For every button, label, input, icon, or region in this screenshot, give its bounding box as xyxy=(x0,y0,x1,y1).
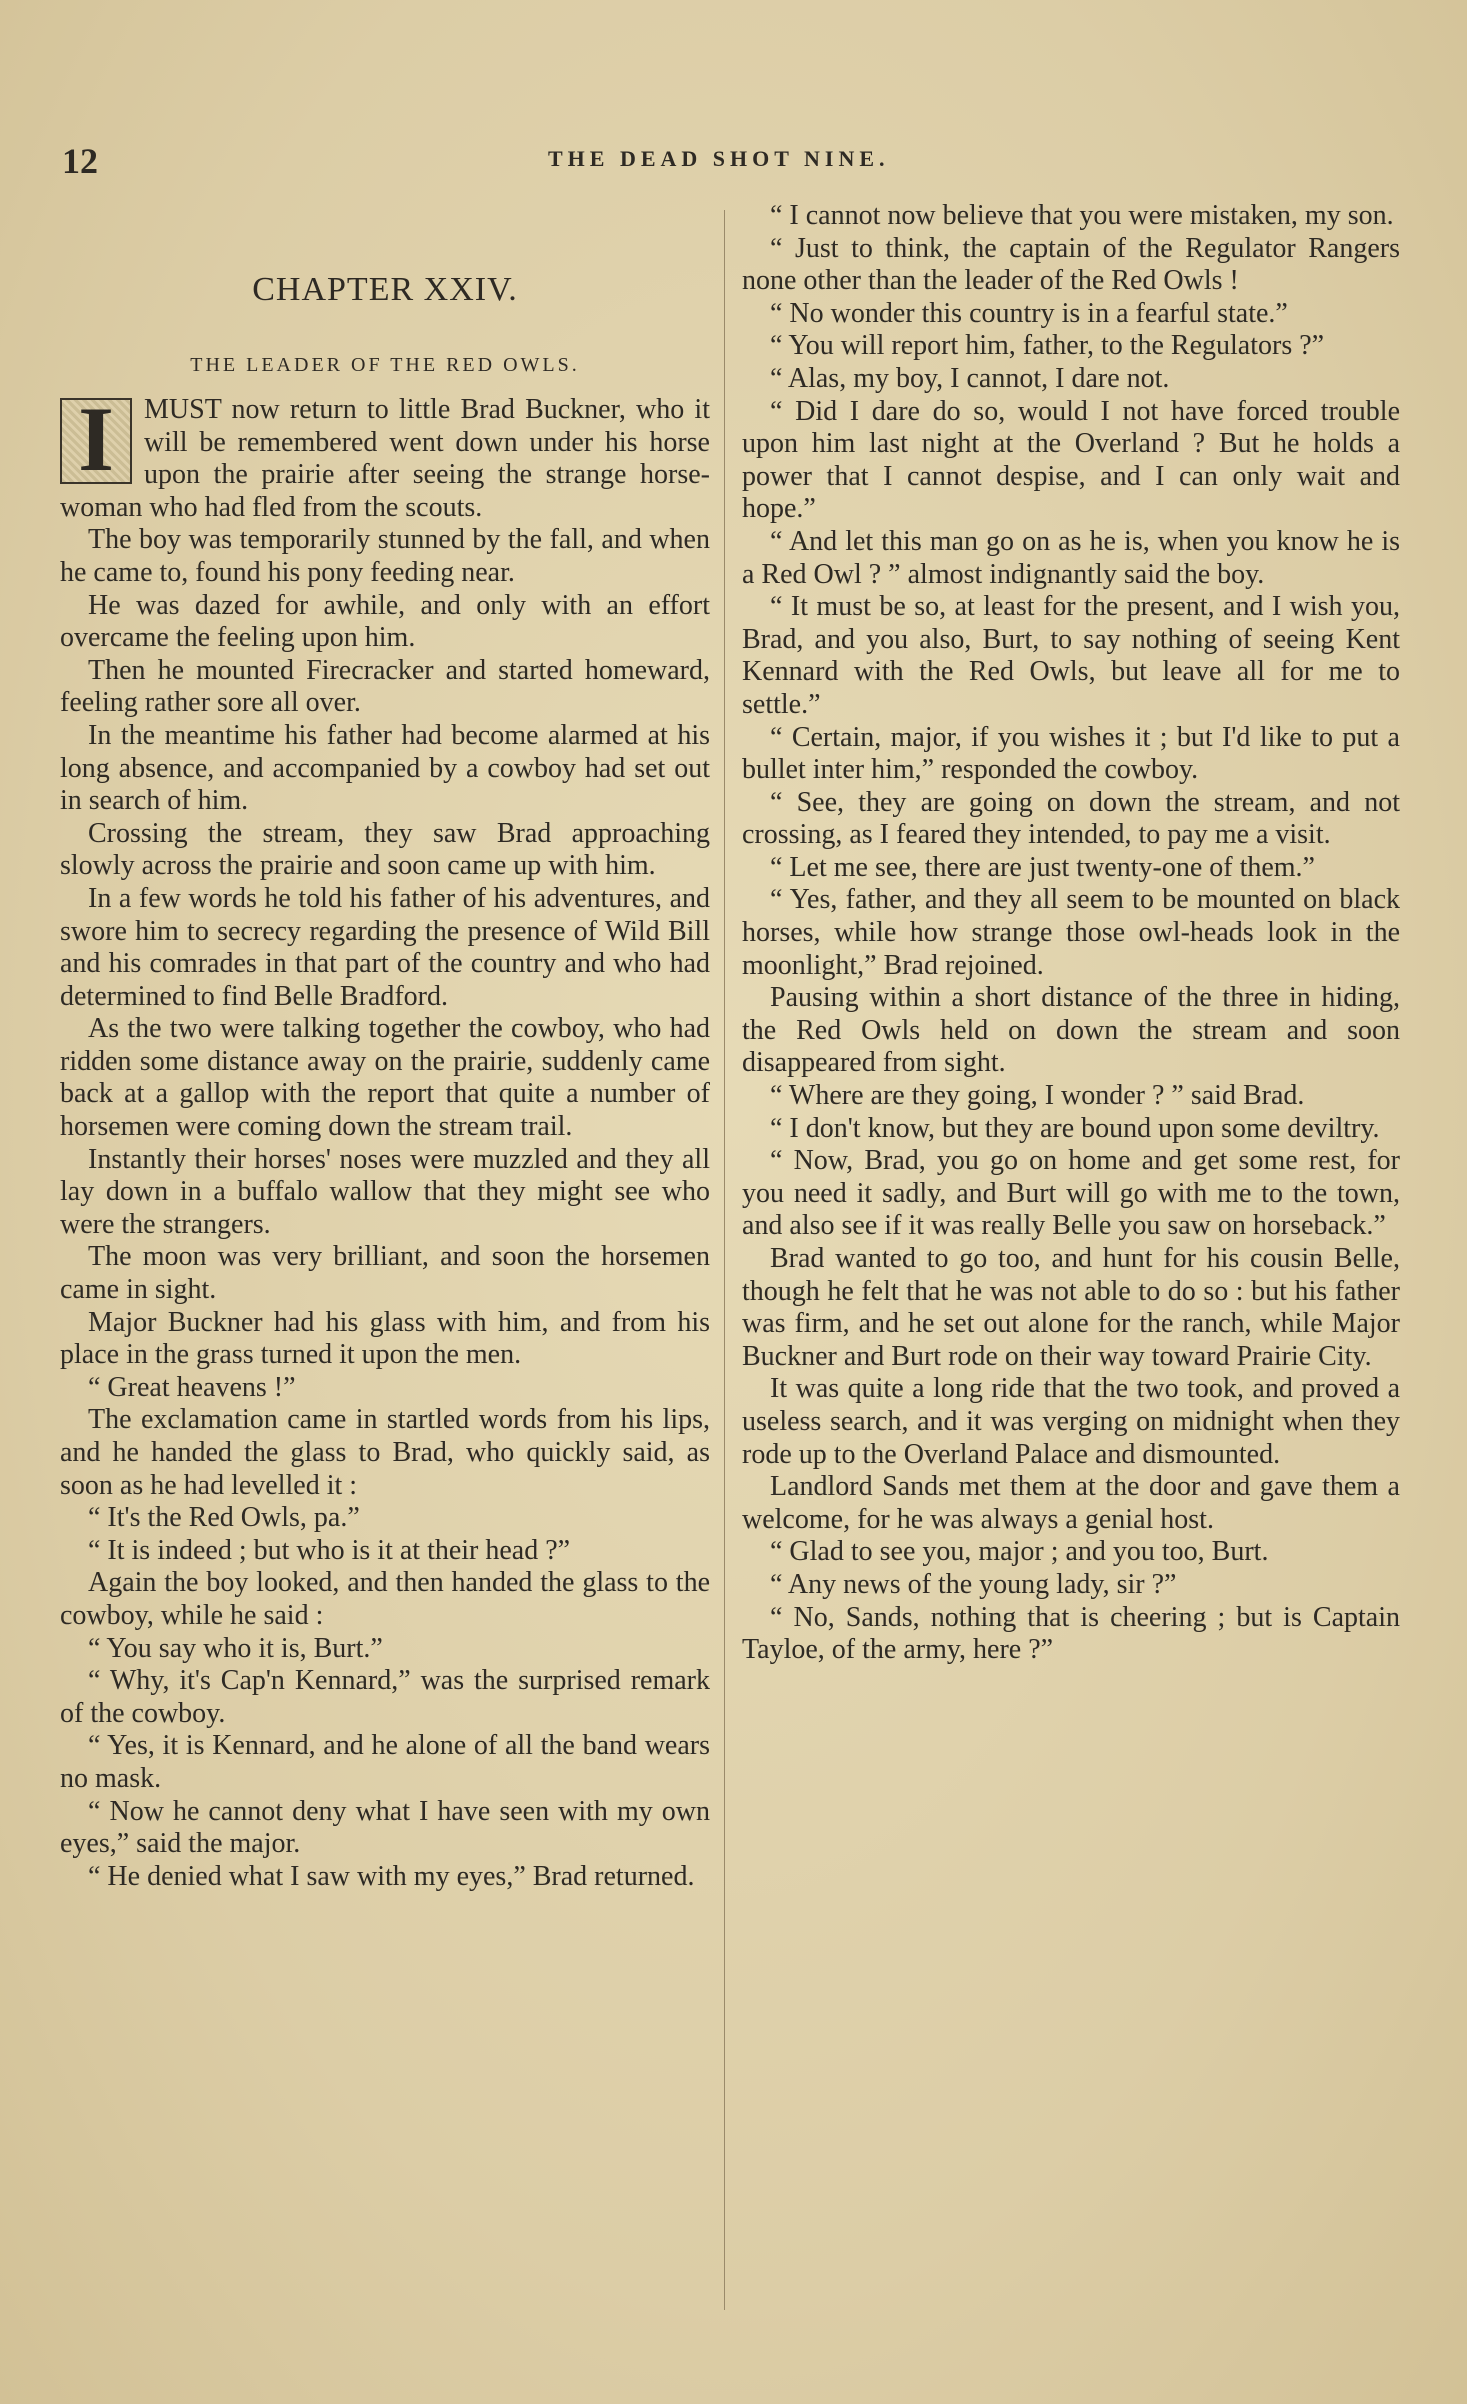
paragraph: “ You will report him, father, to the Regulators ?” xyxy=(770,330,1325,362)
left-column xyxy=(60,270,710,1893)
paragraph: “ Yes, it is Kennard, and he alone of all the band wears no mask. xyxy=(60,1730,710,1794)
drop-cap: I xyxy=(60,398,132,484)
paragraph: Instantly their horses' noses were muzzled and they all lay down in a buffalo wallow that they might see who were the strangers. xyxy=(60,1143,710,1240)
paragraph: “ It is indeed ; but who is it at their head ?” xyxy=(88,1534,571,1566)
paragraph: “ Yes, father, and they all seem to be mounted on black horses, while how strange those owl-heads look in the moonlight,” Brad rejoined. xyxy=(742,884,1400,981)
paragraph: The moon was very brilliant, and soon the horsemen came in sight. xyxy=(60,1241,710,1306)
running-head xyxy=(0,140,1467,180)
paragraph: “ Glad to see you, major ; and you too, Burt. xyxy=(770,1536,1269,1568)
paragraph: Brad wanted to go too, and hunt for his cousin Belle, though he felt that he was not able to do so : but his father was firm, and he set out alone for the ranch, while Major Buckner and Burt rode on their way toward Prairie City. xyxy=(742,1243,1400,1372)
paragraph: As the two were talking together the cowboy, who had ridden some distance away on the prairie, suddenly came back at a gallop with the report that quite a number of horsemen were coming down the stream trail. xyxy=(60,1013,710,1143)
paragraph: In a few words he told his father of his adventures, and swore him to secrecy regarding the presence of Wild Bill and his comrades in that part of the country and who had determined to find Belle Bradford. xyxy=(60,882,710,1012)
paragraph: “ Where are they going, I wonder ? ” said Brad. xyxy=(770,1080,1305,1112)
paragraph: “ Did I dare do so, would I not have forced trouble upon him last night at the Overland ? But he holds a power that I cannot despise, and I can only wait and hope.” xyxy=(742,395,1400,525)
paragraph: Then he mounted Firecracker and started homeward, feeling rather sore all over. xyxy=(60,654,710,719)
paragraph: “ No wonder this country is in a fearful state.” xyxy=(770,297,1288,329)
paragraph-text: MUST now return to little Brad Buckner, who it will be remembered went down under his horse upon the prairie after seeing the strange horse-woman who had fled from the scouts. xyxy=(60,394,710,523)
paragraph: “ He denied what I saw with my eyes,” Brad returned. xyxy=(88,1860,695,1892)
paragraph xyxy=(60,388,710,524)
paragraph: Major Buckner had his glass with him, and from his place in the grass turned it upon the men. xyxy=(60,1306,710,1371)
paragraph: “ It's the Red Owls, pa.” xyxy=(88,1502,360,1534)
paragraph: “ And let this man go on as he is, when you know he is a Red Owl ? ” almost indignantly said the boy. xyxy=(742,525,1400,590)
paragraph: The exclamation came in startled words from his lips, and he handed the glass to Brad, who quickly said, as soon as he had levelled it : xyxy=(60,1404,710,1501)
paragraph: “ You say who it is, Burt.” xyxy=(88,1632,383,1664)
paragraph: “ I cannot now believe that you were mistaken, my son. xyxy=(770,200,1394,231)
paragraph: “ Why, it's Cap'n Kennard,” was the surprised remark of the cowboy. xyxy=(60,1665,710,1729)
paragraph: Crossing the stream, they saw Brad approaching slowly across the prairie and soon came up with him. xyxy=(60,817,710,882)
column-divider xyxy=(724,210,725,2310)
paragraph: “ Certain, major, if you wishes it ; but I'd like to put a bullet inter him,” responded the cowboy. xyxy=(742,721,1400,786)
paragraph: Pausing within a short distance of the three in hiding, the Red Owls held on down the stream and soon disappeared from sight. xyxy=(742,982,1400,1079)
paragraph: “ I don't know, but they are bound upon some deviltry. xyxy=(770,1112,1380,1144)
paragraph: In the meantime his father had become alarmed at his long absence, and accompanied by a cowboy had set out in search of him. xyxy=(60,719,710,817)
paragraph: “ Let me see, there are just twenty-one of them.” xyxy=(770,851,1315,883)
paragraph: “ Just to think, the captain of the Regulator Rangers none other than the leader of the Red Owls ! xyxy=(742,232,1400,297)
paragraph: It was quite a long ride that the two took, and proved a useless search, and it was verging on midnight when they rode up to the Overland Palace and dismounted. xyxy=(742,1373,1400,1470)
paragraph: The boy was temporarily stunned by the fall, and when he came to, found his pony feeding near. xyxy=(60,524,710,588)
paragraph: “ Now he cannot deny what I have seen with my own eyes,” said the major. xyxy=(60,1795,710,1860)
chapter-title: CHAPTER XXIV. xyxy=(252,271,518,308)
paragraph: “ Now, Brad, you go on home and get some rest, for you need it sadly, and Burt will go with me to the town, and also see if it was really Belle you saw on horseback.” xyxy=(742,1145,1400,1242)
paragraph: Landlord Sands met them at the door and gave them a welcome, for he was always a genial host. xyxy=(742,1471,1400,1535)
chapter-subtitle: THE LEADER OF THE RED OWLS. xyxy=(190,354,580,376)
paragraph: He was dazed for awhile, and only with an effort overcame the feeling upon him. xyxy=(60,589,710,654)
paragraph: “ Alas, my boy, I cannot, I dare not. xyxy=(770,362,1170,394)
paragraph: “ Great heavens !” xyxy=(88,1371,296,1403)
paragraph: “ See, they are going on down the stream, and not crossing, as I feared they intended, to pay me a visit. xyxy=(742,786,1400,851)
paragraph: “ Any news of the young lady, sir ?” xyxy=(770,1568,1177,1600)
paragraph: Again the boy looked, and then handed the glass to the cowboy, while he said : xyxy=(60,1567,710,1631)
right-column xyxy=(742,200,1400,1667)
running-title: THE DEAD SHOT NINE. xyxy=(548,146,890,171)
paragraph: “ It must be so, at least for the present, and I wish you, Brad, and you also, Burt, to say nothing of seeing Kent Kennard with the Red Owls, but leave all for me to settle.” xyxy=(742,591,1400,720)
paragraph: “ No, Sands, nothing that is cheering ; but is Captain Tayloe, of the army, here ?” xyxy=(742,1601,1400,1666)
page-number: 12 xyxy=(62,141,98,181)
